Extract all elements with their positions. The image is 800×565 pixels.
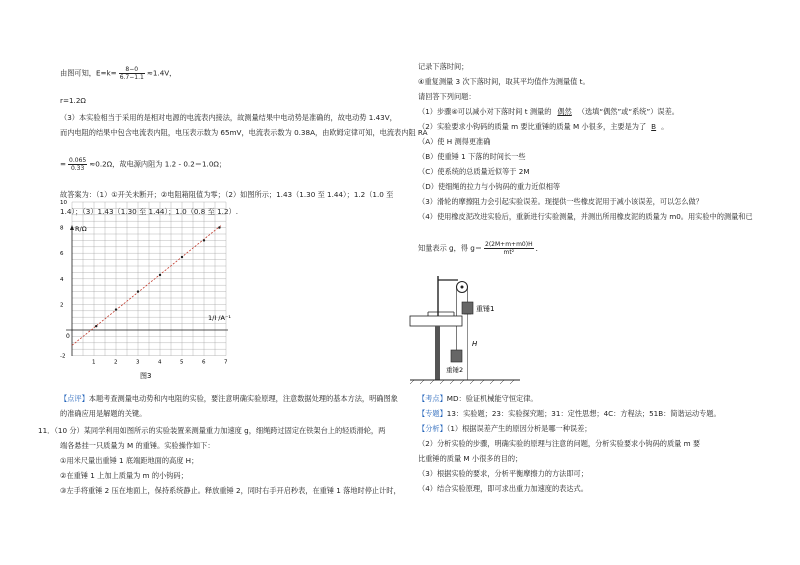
question-text: （选填“偶然”或“系统”）误差。 bbox=[577, 107, 679, 116]
knowledge-point-text: MD：验证机械能守恒定律。 bbox=[446, 394, 538, 403]
y-tick-label: -2 bbox=[60, 353, 66, 360]
question-4-line: （4）使用橡皮泥改进实验后，重新进行实验测量，并测出所用橡皮泥的质量为 m0。用实验中的测量和已 bbox=[418, 212, 753, 221]
analysis-tag: 【分析】 bbox=[418, 424, 447, 433]
knowledge-point-line bbox=[418, 394, 538, 404]
eq-text: ≈0.2Ω，故电源内阻为 1.2 - 0.2＝1.0Ω； bbox=[89, 159, 227, 169]
left-eq-RA bbox=[60, 157, 226, 172]
fraction-numerator: 8−0 bbox=[119, 66, 145, 74]
fraction-denominator: 6.7−1.1 bbox=[119, 74, 144, 81]
figure-caption: 图3 bbox=[140, 372, 152, 380]
fraction-denominator: 0.33 bbox=[70, 165, 85, 172]
left-eq-E bbox=[60, 66, 176, 81]
question-11-line: 端各悬挂一只质量为 M 的重锤。实验操作如下： bbox=[60, 441, 215, 450]
height-label: H bbox=[472, 340, 478, 348]
question-3-line: （3）滑轮的摩擦阻力会引起实验误差。现提供一些橡皮泥用于减小该误差，可以怎么做？ bbox=[418, 197, 703, 206]
comment-text: 本题考查测量电动势和内电阻的实验，要注意明确实验原理，注意数据处理的基本方法，明确图象 bbox=[88, 394, 398, 403]
comment-line: 的准确应用是解题的关键。 bbox=[60, 409, 147, 418]
answer-blank: 偶然 bbox=[557, 107, 572, 116]
eq-text: = bbox=[60, 159, 67, 169]
topic-text: 13：实验题；23：实验探究题；31：定性思想；4C：方程法；51B：简谐运动专题。 bbox=[446, 409, 721, 418]
right-text-line: 记录下落时间； bbox=[418, 62, 469, 71]
weight-1 bbox=[462, 302, 473, 314]
question-4-answer bbox=[418, 241, 543, 256]
x-tick-label: 4 bbox=[158, 359, 162, 366]
eq-text: ≈1.4V， bbox=[146, 68, 177, 78]
data-point bbox=[181, 256, 183, 258]
x-tick-label: 2 bbox=[114, 359, 118, 366]
weight-2 bbox=[451, 350, 462, 362]
question-text: （10 分）某同学利用如图所示的实验装置来测量重力加速度 g，细绳跨过固定在铁架台上的轻质滑轮，两 bbox=[54, 426, 386, 435]
option-b: （B）使重锤 1 下落的时间长一些 bbox=[418, 152, 526, 161]
question-11-line bbox=[38, 426, 385, 436]
comment-line bbox=[60, 394, 398, 404]
weight-2-label: 重锤2 bbox=[446, 366, 464, 374]
answer-line: 故答案为：（1）①开关未断开；②电阻箱阻值为零；（2）如图所示；1.43（1.30 至 1.44）；1.2（1.0 至 bbox=[60, 190, 394, 199]
knowledge-point-tag: 【考点】 bbox=[418, 394, 447, 403]
fraction bbox=[484, 241, 534, 256]
data-point bbox=[203, 239, 205, 241]
fraction bbox=[119, 66, 145, 81]
y-tick-label: 10 bbox=[60, 200, 67, 206]
table-leg bbox=[435, 326, 440, 380]
analysis-line: （2）分析实验的步骤，明确实验的原理与注意的问题，分析实验要求小钩码的质量 m 要 bbox=[418, 439, 701, 448]
y-tick-label: 4 bbox=[60, 276, 64, 283]
left-text-line: （3）本实验相当于采用的是相对电源的电流表内接法，故测量结果中电动势是准确的，故电动势 1.43V， bbox=[60, 113, 397, 122]
answer-blank: B bbox=[651, 122, 657, 131]
right-text-line: ④重复测量 3 次下落时间，取其平均值作为测量值 t。 bbox=[418, 77, 590, 86]
left-text-line: 而内电阻的结果中包含电流表内阻，电压表示数为 65mV，电流表示数为 0.38A，由欧姆定律可知，电流表内阻 RA bbox=[60, 128, 428, 137]
question-2-line bbox=[418, 122, 668, 132]
origin-label: 0 bbox=[66, 333, 70, 340]
fraction-denominator: mt² bbox=[503, 249, 515, 256]
analysis-line: （3）根据实验的要求，分析平衡摩擦力的方法即可； bbox=[418, 469, 588, 478]
table-top bbox=[410, 316, 462, 326]
x-tick-labels bbox=[92, 360, 228, 366]
question-text: 。 bbox=[661, 122, 669, 131]
x-tick-label: 1 bbox=[92, 359, 96, 366]
data-point bbox=[137, 290, 139, 292]
data-point bbox=[115, 308, 117, 310]
x-tick-label: 6 bbox=[202, 359, 206, 366]
y-axis-label: R/Ω bbox=[75, 225, 87, 233]
question-text: 知量表示 g，得 g＝ bbox=[418, 243, 483, 253]
step-2: ②在重锤 1 上加上质量为 m 的小钩码； bbox=[60, 471, 188, 480]
y-tick-label: 2 bbox=[60, 302, 64, 309]
topic-line bbox=[418, 409, 721, 419]
weight-1-label: 重锤1 bbox=[476, 305, 495, 313]
y-tick-label: 8 bbox=[60, 225, 64, 232]
analysis-line bbox=[418, 424, 592, 434]
fraction bbox=[68, 157, 87, 172]
left-r-value: r=1.2Ω bbox=[60, 96, 86, 105]
analysis-text: （1）根据误差产生的原因分析是哪一种误差； bbox=[446, 424, 592, 433]
topic-tag: 【专题】 bbox=[418, 409, 447, 418]
answer-line: 1.4）；（3）1.43（1.30 至 1.44）；1.0（0.8 至 1.2）. bbox=[60, 207, 238, 216]
eq-text: 由图可知，E=k= bbox=[60, 68, 117, 78]
right-text-line: 请回答下列问题： bbox=[418, 92, 476, 101]
x-tick-label: 3 bbox=[136, 359, 140, 366]
comment-tag: 【点评】 bbox=[60, 394, 89, 403]
analysis-line: 比重锤的质量 M 小很多的目的； bbox=[418, 454, 523, 463]
pulley-apparatus-figure bbox=[410, 268, 530, 386]
data-point bbox=[159, 274, 161, 276]
question-text: （2）实验要求小钩码的质量 m 要比重锤的质量 M 小很多，主要是为了 bbox=[418, 122, 647, 131]
x-tick-label: 7 bbox=[224, 359, 228, 366]
x-axis-label: 1/I /A⁻¹ bbox=[208, 314, 231, 322]
option-c: （C）使系统的总质量近似等于 2M bbox=[418, 167, 530, 176]
fraction-numerator: 0.065 bbox=[69, 157, 87, 164]
question-text: （1）步骤④可以减小对下落时间 t 测量的 bbox=[418, 107, 552, 116]
step-3: ③左手将重锤 2 压在地面上，保持系统静止。释放重锤 2，同时右手开启秒表，在重锤 1 落地时停止计时， bbox=[60, 486, 401, 495]
analysis-line: （4）结合实验原理，即可求出重力加速度的表达式。 bbox=[418, 484, 588, 493]
question-1-line bbox=[418, 107, 679, 117]
y-tick-label: 6 bbox=[60, 251, 64, 258]
pulley-axle bbox=[461, 286, 464, 289]
option-a: （A）使 H 测得更准确 bbox=[418, 137, 491, 146]
step-1: ①用米尺量出重锤 1 底端距地面的高度 H； bbox=[60, 456, 199, 465]
graph-grid bbox=[72, 202, 226, 356]
question-number: 11． bbox=[38, 426, 55, 435]
ground-hatching bbox=[410, 380, 514, 384]
data-point bbox=[95, 325, 97, 327]
option-d: （D）使细绳的拉力与小钩码的重力近似相等 bbox=[418, 182, 561, 191]
x-tick-label: 5 bbox=[180, 359, 184, 366]
question-text: ． bbox=[535, 243, 543, 253]
data-point bbox=[218, 226, 220, 228]
fraction-numerator: 2(2M+m+m0)H bbox=[485, 241, 533, 248]
